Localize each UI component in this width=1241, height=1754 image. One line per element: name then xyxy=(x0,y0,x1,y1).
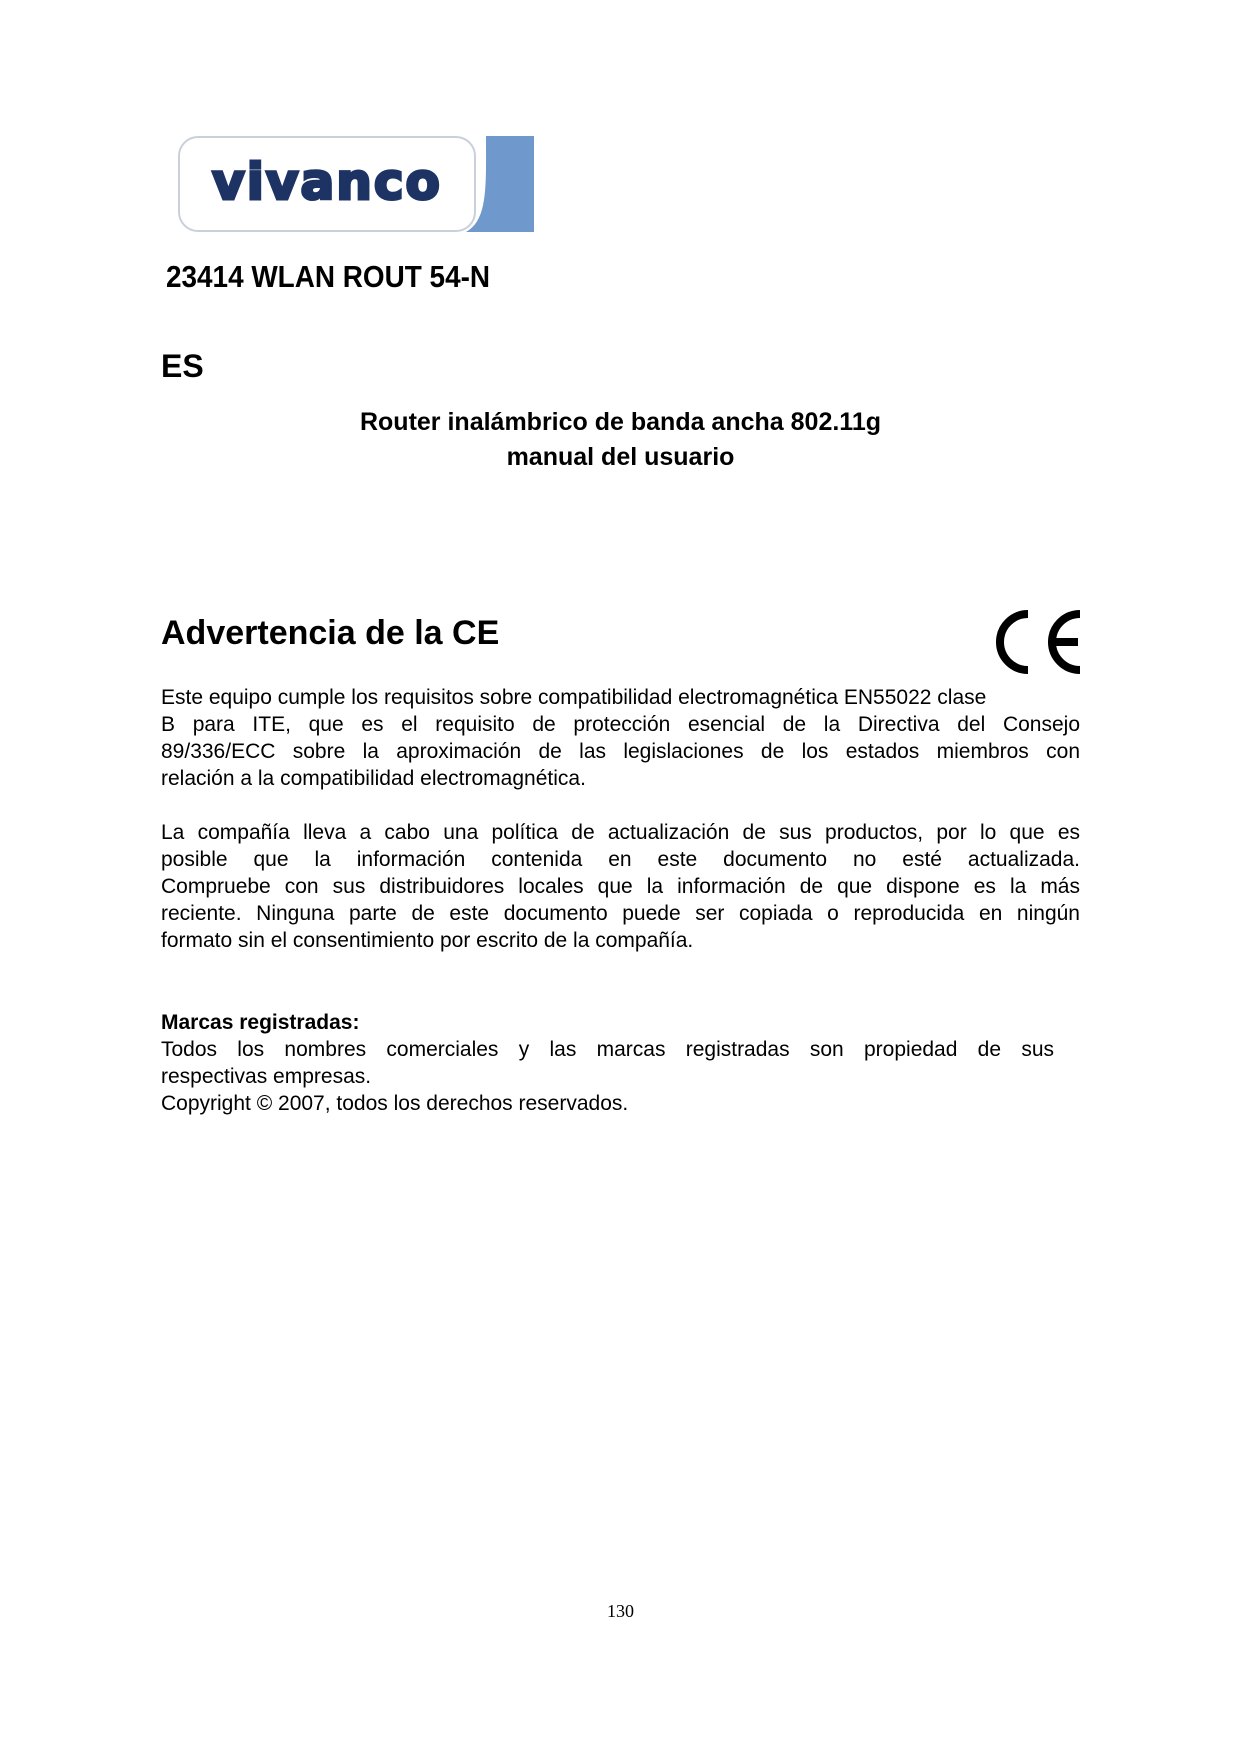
logo-text: vivanco xyxy=(212,153,442,211)
logo-wordmark xyxy=(178,136,476,232)
trademarks-heading: Marcas registradas: xyxy=(161,1011,360,1034)
document-subtitle-line2: manual del usuario xyxy=(506,443,735,471)
trademarks-line: Todos los nombres comerciales y las marcas registradas son propiedad de sus xyxy=(161,1038,1054,1061)
update-paragraph-line: reciente. Ninguna parte de este documento puede ser copiada o reproducida en ningún xyxy=(161,902,1080,925)
trademarks-line: respectivas empresas. xyxy=(161,1065,372,1088)
ce-paragraph-line: 89/336/ECC sobre la aproximación de las legislaciones de los estados miembros con xyxy=(161,740,1080,763)
ce-paragraph-line: B para ITE, que es el requisito de protección esencial de la Directiva del Consejo xyxy=(161,713,1080,736)
ce-paragraph-line: Este equipo cumple los requisitos sobre compatibilidad electromagnética EN55022 clase xyxy=(161,686,987,709)
update-paragraph-line: formato sin el consentimiento por escrito de la compañía. xyxy=(161,929,694,952)
update-paragraph-line: Compruebe con sus distribuidores locales que la información de que dispone es la más xyxy=(161,875,1080,898)
ce-warning-heading: Advertencia de la CE xyxy=(161,614,500,652)
copyright-line: Copyright © 2007, todos los derechos reservados. xyxy=(161,1092,629,1115)
product-title: 23414 WLAN ROUT 54-N xyxy=(166,259,491,294)
language-code: ES xyxy=(161,348,204,384)
ce-mark-icon xyxy=(984,600,1084,684)
document-subtitle-line1: Router inalámbrico de banda ancha 802.11g xyxy=(359,408,881,436)
logo-swoosh-icon xyxy=(466,136,534,232)
update-paragraph-line: posible que la información contenida en este documento no esté actualizada. xyxy=(161,848,1080,871)
page-number: 130 xyxy=(607,1601,634,1621)
vivanco-logo xyxy=(178,136,534,232)
update-paragraph-line: La compañía lleva a cabo una política de actualización de sus productos, por lo que es xyxy=(161,821,1080,844)
ce-paragraph-line: relación a la compatibilidad electromagnética. xyxy=(161,767,586,790)
